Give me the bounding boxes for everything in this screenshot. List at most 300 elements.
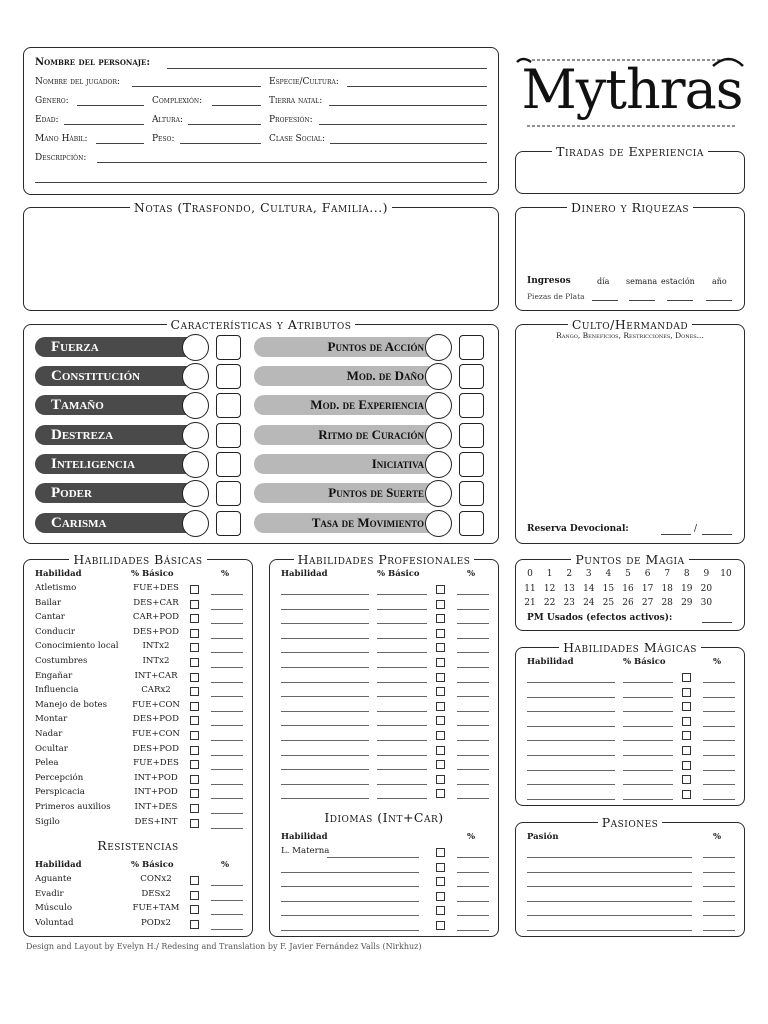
- skill-improve-checkbox[interactable]: [190, 658, 199, 667]
- skill-name-field[interactable]: [527, 799, 615, 800]
- professional-skill-row: [281, 700, 493, 715]
- skill-base: CONx2: [140, 874, 172, 884]
- professional-skill-row: [281, 787, 493, 802]
- skill-percent-field[interactable]: [703, 799, 735, 800]
- magic-point-7[interactable]: 7: [664, 569, 671, 579]
- skill-improve-checkbox[interactable]: [436, 775, 445, 784]
- language-improve-checkbox[interactable]: [436, 921, 445, 930]
- language-percent-field[interactable]: [457, 930, 489, 931]
- language-improve-checkbox[interactable]: [436, 863, 445, 872]
- language-name-field[interactable]: [281, 872, 419, 873]
- skill-improve-checkbox[interactable]: [436, 673, 445, 682]
- skill-base-field[interactable]: [377, 740, 427, 741]
- characteristic-current-box[interactable]: [216, 364, 241, 389]
- characteristic-value-circle[interactable]: [182, 422, 209, 449]
- skill-improve-checkbox[interactable]: [190, 673, 199, 682]
- skill-improve-checkbox[interactable]: [436, 731, 445, 740]
- skill-improve-checkbox[interactable]: [436, 746, 445, 755]
- build-field[interactable]: [212, 105, 261, 106]
- skill-percent-field[interactable]: [211, 929, 243, 930]
- magic-point-26[interactable]: 26: [622, 598, 634, 608]
- homeland-field[interactable]: [329, 105, 487, 106]
- language-improve-checkbox[interactable]: [436, 892, 445, 901]
- skill-name-field[interactable]: [281, 696, 369, 697]
- skill-improve-checkbox[interactable]: [436, 687, 445, 696]
- characteristic-current-box[interactable]: [216, 335, 241, 360]
- income-col-year: año: [712, 277, 727, 286]
- derived-value-circle[interactable]: [425, 510, 452, 537]
- skill-percent-field[interactable]: [457, 667, 489, 668]
- skill-percent-field[interactable]: [211, 682, 243, 683]
- skill-percent-field[interactable]: [457, 638, 489, 639]
- skill-base-field[interactable]: [623, 682, 673, 683]
- skill-name-field[interactable]: [281, 682, 369, 683]
- skill-base: DESx2: [141, 888, 171, 899]
- basic-skill-row: [35, 612, 247, 627]
- skill-base-field[interactable]: [623, 726, 673, 727]
- skill-improve-checkbox[interactable]: [190, 804, 199, 813]
- basic-skill-row: [35, 787, 247, 802]
- age-label: Edad:: [35, 115, 59, 125]
- skill-improve-checkbox[interactable]: [190, 819, 199, 828]
- language-improve-checkbox[interactable]: [436, 906, 445, 915]
- devotional-separator: /: [694, 524, 698, 534]
- language-percent-field[interactable]: [457, 872, 489, 873]
- skill-name: Costumbres: [35, 656, 88, 666]
- skill-base-field[interactable]: [623, 755, 673, 756]
- skill-name-field[interactable]: [281, 725, 369, 726]
- skill-improve-checkbox[interactable]: [190, 731, 199, 740]
- characteristic-value-circle[interactable]: [182, 480, 209, 507]
- character-name-field[interactable]: [167, 68, 487, 69]
- description-field-2[interactable]: [35, 182, 487, 183]
- skill-name-field[interactable]: [281, 667, 369, 668]
- skill-name-field[interactable]: [281, 784, 369, 785]
- magic-point-5[interactable]: 5: [625, 569, 631, 579]
- magic-col-pct: %: [713, 657, 722, 667]
- magic-skill-row: [527, 715, 739, 730]
- skill-name-field[interactable]: [281, 711, 369, 712]
- magic-point-2[interactable]: 2: [566, 569, 573, 579]
- magic-point-18[interactable]: 18: [661, 583, 673, 594]
- skill-improve-checkbox[interactable]: [190, 920, 199, 929]
- skill-improve-checkbox[interactable]: [682, 790, 691, 799]
- language-name-field[interactable]: [281, 886, 419, 887]
- skill-percent-field[interactable]: [457, 798, 489, 799]
- skill-percent-field[interactable]: [457, 652, 489, 653]
- magic-point-13[interactable]: 13: [563, 583, 575, 594]
- skill-percent-field[interactable]: [703, 770, 735, 771]
- skill-base-field[interactable]: [377, 638, 427, 639]
- skill-base-field[interactable]: [377, 696, 427, 697]
- skill-percent-field[interactable]: [457, 696, 489, 697]
- skill-percent-field[interactable]: [457, 784, 489, 785]
- magic-point-16[interactable]: 16: [622, 583, 634, 594]
- passion-row: [527, 919, 739, 934]
- devotional-max-field[interactable]: [702, 534, 732, 535]
- skill-name-field[interactable]: [527, 770, 615, 771]
- magic-skills-panel: [515, 640, 745, 806]
- magic-point-24[interactable]: 24: [583, 598, 595, 608]
- derived-value-circle[interactable]: [425, 334, 452, 361]
- passion-name-field[interactable]: [527, 872, 692, 873]
- silver-week-field[interactable]: [629, 300, 655, 301]
- passion-row: [527, 890, 739, 905]
- derived-value-circle[interactable]: [425, 451, 452, 478]
- magic-point-9[interactable]: 9: [703, 569, 710, 579]
- skill-percent-field[interactable]: [211, 711, 243, 712]
- skill-improve-checkbox[interactable]: [682, 717, 691, 726]
- language-percent-field[interactable]: [457, 857, 489, 858]
- derived-current-box[interactable]: [459, 364, 484, 389]
- skill-base-field[interactable]: [623, 770, 673, 771]
- skill-improve-checkbox[interactable]: [190, 775, 199, 784]
- language-improve-checkbox[interactable]: [436, 877, 445, 886]
- derived-current-box[interactable]: [459, 452, 484, 477]
- passion-percent-field[interactable]: [703, 886, 735, 887]
- skill-base-field[interactable]: [623, 697, 673, 698]
- skill-improve-checkbox[interactable]: [682, 673, 691, 682]
- skill-percent-field[interactable]: [703, 740, 735, 741]
- basic-skill-row: [35, 773, 247, 788]
- mp-used-label: PM Usados (efectos activos):: [527, 613, 673, 623]
- skill-improve-checkbox[interactable]: [190, 629, 199, 638]
- skill-base-field[interactable]: [623, 711, 673, 712]
- skill-improve-checkbox[interactable]: [682, 775, 691, 784]
- magic-skill-row: [527, 671, 739, 686]
- skill-improve-checkbox[interactable]: [190, 702, 199, 711]
- skill-percent-field[interactable]: [457, 755, 489, 756]
- skill-percent-field[interactable]: [211, 828, 243, 829]
- derived-value-circle[interactable]: [425, 363, 452, 390]
- social-class-label: Clase Social:: [269, 134, 325, 144]
- magic-point-28[interactable]: 28: [661, 598, 673, 608]
- skill-improve-checkbox[interactable]: [436, 600, 445, 609]
- player-name-field[interactable]: [132, 86, 261, 87]
- skill-improve-checkbox[interactable]: [190, 687, 199, 696]
- skill-percent-field[interactable]: [457, 711, 489, 712]
- skill-improve-checkbox[interactable]: [436, 585, 445, 594]
- skill-base-field[interactable]: [377, 594, 427, 595]
- characteristic-current-box[interactable]: [216, 452, 241, 477]
- skill-improve-checkbox[interactable]: [190, 746, 199, 755]
- magic-point-10[interactable]: 10: [720, 569, 732, 579]
- species-field[interactable]: [347, 86, 487, 87]
- skill-improve-checkbox[interactable]: [682, 688, 691, 697]
- characteristic-current-box[interactable]: [216, 393, 241, 418]
- skill-improve-checkbox[interactable]: [190, 614, 199, 623]
- skill-improve-checkbox[interactable]: [682, 702, 691, 711]
- professional-skill-row: [281, 758, 493, 773]
- language-percent-field[interactable]: [457, 915, 489, 916]
- skill-improve-checkbox[interactable]: [190, 876, 199, 885]
- magic-point-15[interactable]: 15: [602, 583, 615, 594]
- characteristic-current-box[interactable]: [216, 481, 241, 506]
- magic-point-1[interactable]: 1: [546, 569, 553, 579]
- derived-attribute-bar: Puntos de Suerte: [254, 483, 446, 503]
- money-title: Dinero y Riquezas: [567, 200, 693, 215]
- skill-percent-field[interactable]: [703, 682, 735, 683]
- skill-improve-checkbox[interactable]: [436, 702, 445, 711]
- magic-point-11[interactable]: 11: [524, 583, 536, 594]
- derived-attribute-bar: Tasa de Movimiento: [254, 513, 446, 533]
- skill-improve-checkbox[interactable]: [190, 600, 199, 609]
- skill-name-field[interactable]: [281, 623, 369, 624]
- skill-percent-field[interactable]: [703, 697, 735, 698]
- skill-improve-checkbox[interactable]: [436, 614, 445, 623]
- skill-percent-field[interactable]: [457, 594, 489, 595]
- skill-name-field[interactable]: [281, 740, 369, 741]
- height-field[interactable]: [188, 124, 261, 125]
- skill-name-field[interactable]: [527, 711, 615, 712]
- skill-improve-checkbox[interactable]: [682, 761, 691, 770]
- skill-name: Ocultar: [35, 743, 68, 754]
- passion-name-field[interactable]: [527, 857, 692, 858]
- characteristic-value-circle[interactable]: [182, 451, 209, 478]
- skill-name: Conocimiento local: [35, 641, 119, 652]
- characteristic-bar: Poder: [35, 483, 205, 503]
- mp-used-field[interactable]: [702, 622, 732, 623]
- characteristic-value-circle[interactable]: [182, 334, 209, 361]
- skill-base-field[interactable]: [377, 711, 427, 712]
- skill-percent-field[interactable]: [211, 914, 243, 915]
- derived-attribute-bar: Puntos de Acción: [254, 337, 446, 357]
- basic-skill-row: [35, 744, 247, 759]
- language-improve-checkbox[interactable]: [436, 848, 445, 857]
- magic-point-12[interactable]: 12: [543, 583, 556, 594]
- magic-point-0[interactable]: 0: [527, 569, 533, 579]
- skill-improve-checkbox[interactable]: [682, 746, 691, 755]
- magic-point-29[interactable]: 29: [681, 598, 693, 608]
- magic-point-23[interactable]: 23: [563, 598, 575, 608]
- skill-percent-field[interactable]: [457, 725, 489, 726]
- mother-tongue-field[interactable]: [327, 857, 419, 858]
- skill-percent-field[interactable]: [211, 652, 243, 653]
- age-field[interactable]: [64, 124, 144, 125]
- devotional-pool-label: Reserva Devocional:: [527, 524, 629, 534]
- skill-improve-checkbox[interactable]: [436, 760, 445, 769]
- skill-percent-field[interactable]: [457, 740, 489, 741]
- skill-base-field[interactable]: [623, 740, 673, 741]
- derived-current-box[interactable]: [459, 481, 484, 506]
- skill-name-field[interactable]: [281, 652, 369, 653]
- skill-percent-field[interactable]: [211, 667, 243, 668]
- magic-point-19[interactable]: 19: [681, 583, 693, 594]
- passion-name-field[interactable]: [527, 915, 692, 916]
- description-field[interactable]: [97, 162, 487, 163]
- skill-percent-field[interactable]: [457, 623, 489, 624]
- passion-percent-field[interactable]: [703, 901, 735, 902]
- derived-current-box[interactable]: [459, 335, 484, 360]
- skill-base-field[interactable]: [623, 784, 673, 785]
- magic-point-6[interactable]: 6: [644, 569, 651, 579]
- derived-current-box[interactable]: [459, 511, 484, 536]
- language-name-field[interactable]: [281, 915, 419, 916]
- skill-base: DES+INT: [134, 816, 178, 827]
- characteristic-value-circle[interactable]: [182, 363, 209, 390]
- silver-year-field[interactable]: [706, 300, 732, 301]
- silver-day-field[interactable]: [592, 300, 618, 301]
- skill-percent-field[interactable]: [211, 623, 243, 624]
- passion-name-field[interactable]: [527, 886, 692, 887]
- magic-point-14[interactable]: 14: [583, 583, 595, 594]
- skill-base-field[interactable]: [377, 769, 427, 770]
- skill-improve-checkbox[interactable]: [436, 643, 445, 652]
- skill-improve-checkbox[interactable]: [190, 905, 199, 914]
- notes-panel[interactable]: [23, 200, 499, 311]
- skill-name: Manejo de botes: [35, 699, 108, 710]
- skill-base-field[interactable]: [377, 755, 427, 756]
- passion-percent-field[interactable]: [703, 930, 735, 931]
- skill-name-field[interactable]: [527, 682, 615, 683]
- passion-percent-field[interactable]: [703, 872, 735, 873]
- derived-value-circle[interactable]: [425, 480, 452, 507]
- skill-percent-field[interactable]: [703, 784, 735, 785]
- characteristic-current-box[interactable]: [216, 511, 241, 536]
- skill-percent-field[interactable]: [211, 755, 243, 756]
- magic-point-21[interactable]: 21: [524, 598, 536, 608]
- magic-point-25[interactable]: 25: [602, 598, 615, 608]
- magic-point-20[interactable]: 20: [700, 583, 713, 594]
- skill-improve-checkbox[interactable]: [190, 585, 199, 594]
- characteristic-bar: Fuerza: [35, 337, 205, 357]
- skill-name: Evadir: [35, 888, 64, 899]
- skill-improve-checkbox[interactable]: [436, 629, 445, 638]
- skill-base-field[interactable]: [377, 798, 427, 799]
- skill-percent-field[interactable]: [211, 769, 243, 770]
- skill-name: Voluntad: [35, 917, 74, 928]
- profession-label: Profesión:: [269, 115, 313, 125]
- skill-base-field[interactable]: [377, 682, 427, 683]
- basic-skill-row: [35, 802, 247, 817]
- skill-name-field[interactable]: [527, 697, 615, 698]
- skill-percent-field[interactable]: [211, 798, 243, 799]
- skill-percent-field[interactable]: [211, 725, 243, 726]
- skill-name-field[interactable]: [527, 784, 615, 785]
- skill-base-field[interactable]: [377, 725, 427, 726]
- skill-improve-checkbox[interactable]: [190, 643, 199, 652]
- skill-percent-field[interactable]: [211, 900, 243, 901]
- magic-point-17[interactable]: 17: [641, 583, 654, 594]
- skill-improve-checkbox[interactable]: [190, 789, 199, 798]
- magic-point-30[interactable]: 30: [700, 598, 713, 608]
- skill-base: DES+CAR: [133, 597, 179, 608]
- skill-name-field[interactable]: [281, 769, 369, 770]
- magic-point-27[interactable]: 27: [641, 598, 654, 608]
- magic-point-22[interactable]: 22: [543, 598, 556, 608]
- basic-skill-row: [35, 671, 247, 686]
- passion-name-field[interactable]: [527, 901, 692, 902]
- derived-current-box[interactable]: [459, 393, 484, 418]
- gender-field[interactable]: [77, 105, 144, 106]
- weight-field[interactable]: [180, 143, 261, 144]
- skill-name: Influencia: [35, 685, 79, 696]
- skill-improve-checkbox[interactable]: [190, 716, 199, 725]
- magic-point-8[interactable]: 8: [683, 569, 690, 579]
- skill-improve-checkbox[interactable]: [436, 658, 445, 667]
- skill-improve-checkbox[interactable]: [436, 716, 445, 725]
- skill-base-field[interactable]: [377, 784, 427, 785]
- skill-percent-field[interactable]: [457, 609, 489, 610]
- professional-skill-row: [281, 612, 493, 627]
- skill-name-field[interactable]: [281, 594, 369, 595]
- skill-percent-field[interactable]: [703, 755, 735, 756]
- skill-base-field[interactable]: [623, 799, 673, 800]
- skill-name-field[interactable]: [527, 755, 615, 756]
- devotional-current-field[interactable]: [661, 534, 691, 535]
- skill-name: Conducir: [35, 626, 75, 637]
- language-row: [281, 861, 493, 876]
- skill-base-field[interactable]: [377, 623, 427, 624]
- skill-improve-checkbox[interactable]: [436, 789, 445, 798]
- income-label: Ingresos: [527, 276, 571, 286]
- skill-percent-field[interactable]: [211, 813, 243, 814]
- derived-value-circle[interactable]: [425, 422, 452, 449]
- skill-base-field[interactable]: [377, 652, 427, 653]
- passion-row: [527, 904, 739, 919]
- skill-percent-field[interactable]: [211, 740, 243, 741]
- social-class-field[interactable]: [330, 143, 487, 144]
- magic-point-4[interactable]: 4: [605, 569, 612, 579]
- skill-percent-field[interactable]: [703, 726, 735, 727]
- skill-name-field[interactable]: [281, 755, 369, 756]
- skill-percent-field[interactable]: [457, 682, 489, 683]
- characteristic-current-box[interactable]: [216, 423, 241, 448]
- silver-season-field[interactable]: [667, 300, 693, 301]
- derived-current-box[interactable]: [459, 423, 484, 448]
- languages-col-skill: Habilidad: [281, 832, 328, 842]
- skill-percent-field[interactable]: [457, 769, 489, 770]
- magic-point-3[interactable]: 3: [585, 569, 592, 579]
- language-percent-field[interactable]: [457, 901, 489, 902]
- language-name-field[interactable]: [281, 901, 419, 902]
- skill-percent-field[interactable]: [211, 609, 243, 610]
- passion-percent-field[interactable]: [703, 857, 735, 858]
- skill-percent-field[interactable]: [211, 594, 243, 595]
- magic-col-base: % Básico: [623, 657, 666, 667]
- skill-improve-checkbox[interactable]: [190, 891, 199, 900]
- skill-improve-checkbox[interactable]: [190, 760, 199, 769]
- characteristic-value-circle[interactable]: [182, 510, 209, 537]
- language-percent-field[interactable]: [457, 886, 489, 887]
- skill-base: PODx2: [140, 917, 172, 928]
- skill-base-field[interactable]: [377, 667, 427, 668]
- skill-name-field[interactable]: [527, 740, 615, 741]
- mother-tongue-label: L. Materna: [281, 846, 330, 856]
- skill-name-field[interactable]: [527, 726, 615, 727]
- skill-percent-field[interactable]: [211, 696, 243, 697]
- skill-improve-checkbox[interactable]: [682, 731, 691, 740]
- skill-name-field[interactable]: [281, 609, 369, 610]
- silver-label: Piezas de Plata: [527, 292, 585, 301]
- skill-percent-field[interactable]: [703, 711, 735, 712]
- skill-name: Nadar: [35, 729, 63, 739]
- derived-value-circle[interactable]: [425, 392, 452, 419]
- language-name-field[interactable]: [281, 930, 419, 931]
- passion-percent-field[interactable]: [703, 915, 735, 916]
- skill-name-field[interactable]: [281, 798, 369, 799]
- weight-label: Peso:: [152, 134, 175, 144]
- profession-field[interactable]: [319, 124, 487, 125]
- skill-percent-field[interactable]: [211, 638, 243, 639]
- hand-field[interactable]: [96, 143, 144, 144]
- skill-base-field[interactable]: [377, 609, 427, 610]
- skill-percent-field[interactable]: [211, 885, 243, 886]
- characteristic-value-circle[interactable]: [182, 392, 209, 419]
- skill-percent-field[interactable]: [211, 784, 243, 785]
- passion-name-field[interactable]: [527, 930, 692, 931]
- skill-name-field[interactable]: [281, 638, 369, 639]
